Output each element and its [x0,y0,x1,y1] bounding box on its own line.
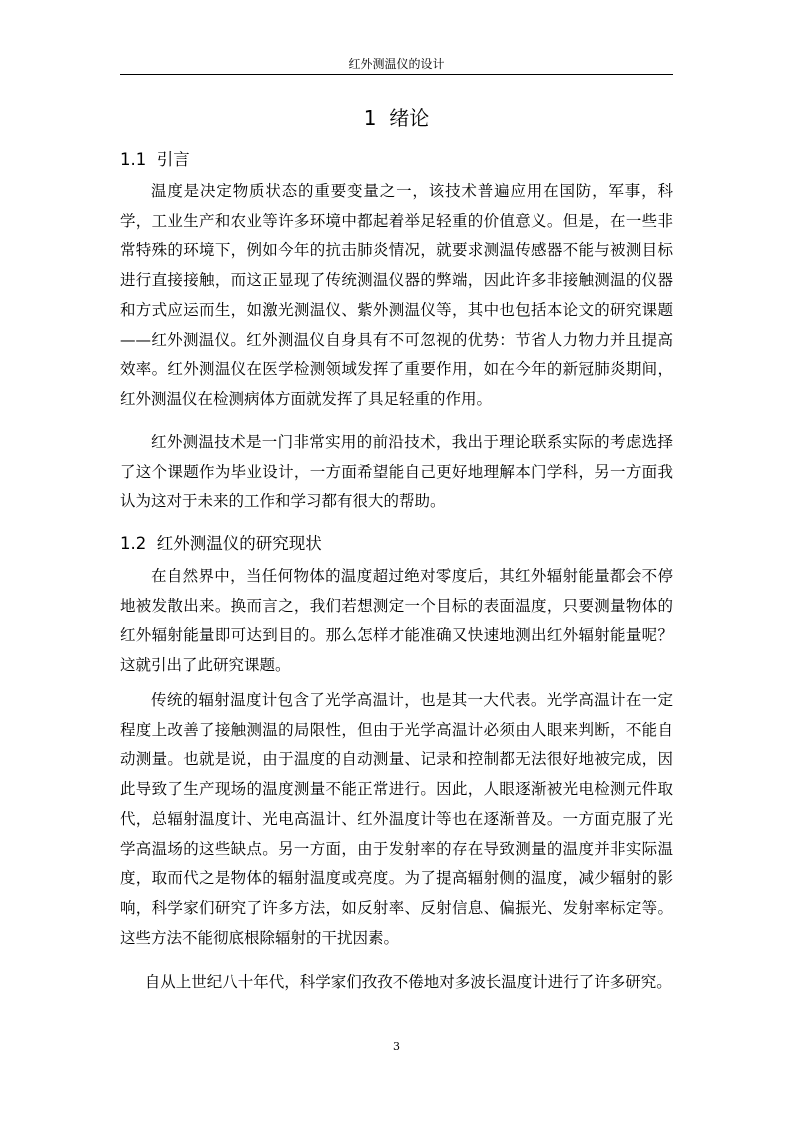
paragraph: 传统的辐射温度计包含了光学高温计，也是其一大代表。光学高温计在一定程度上改善了接触测温的局限性，但由于光学高温计必须由人眼来判断，不能自动测量。也就是说，由于温度的自动测量、记录和控制都无法很好地被完成，因此导致了生产现场的温度测量不能正常进行。因此，人眼逐渐被光电检测元件取代，总辐射温度计、光电高温计、红外温度计等也在逐渐普及。一方面克服了光学高温场的这些缺点。另一方面，由于发射率的存在导致测量的温度并非实际温度，取而代之是物体的辐射温度或亮度。为了提高辐射侧的温度，减少辐射的影响，科学家们研究了许多方法，如反射率、反射信息、偏振光、发射率标定等。这些方法不能彻底根除辐射的干扰因素。 [120,691,673,947]
paragraph: 在自然界中，当任何物体的温度超过绝对零度后，其红外辐射能量都会不停地被发散出来。换而言之，我们若想测定一个目标的表面温度，只要测量物体的红外辐射能量即可达到目的。那么怎样才能准确又快速地测出红外辐射能量呢？这就引出了此研究课题。 [120,567,673,675]
page-number: 3 [393,1040,400,1053]
section-title-intro: 1.1 引言 [120,150,190,169]
paragraph: 自从上世纪八十年代，科学家们孜孜不倦地对多波长温度计进行了许多研究。 [144,973,672,991]
section-title-research-status: 1.2 红外测温仪的研究现状 [120,534,322,553]
paragraph: 红外测温技术是一门非常实用的前沿技术，我出于理论联系实际的考虑选择了这个课题作为毕业设计，一方面希望能自己更好地理解本门学科，另一方面我认为这对于未来的工作和学习都有很大的帮助。 [120,433,673,511]
chapter-title: 1 绪论 [363,106,430,130]
paragraph: 温度是决定物质状态的重要变量之一，该技术普遍应用在国防，军事，科学，工业生产和农业等许多环境中都起着举足轻重的价值意义。但是，在一些非常特殊的环境下，例如今年的抗击肺炎情况，就要求测温传感器不能与被测目标进行直接接触，而这正显现了传统测温仪器的弊端，因此许多非接触测温的仪器和方式应运而生，如激光测温仪、紫外测温仪等，其中也包括本论文的研究课题——红外测温仪。红外测温仪自身具有不可忽视的优势：节省人力物力并且提高效率。红外测温仪在医学检测领域发挥了重要作用，如在今年的新冠肺炎期间，红外测温仪在检测病体方面就发挥了具足轻重的作用。 [120,182,673,408]
header-rule [120,74,673,75]
running-header: 红外测温仪的设计 [348,57,445,71]
